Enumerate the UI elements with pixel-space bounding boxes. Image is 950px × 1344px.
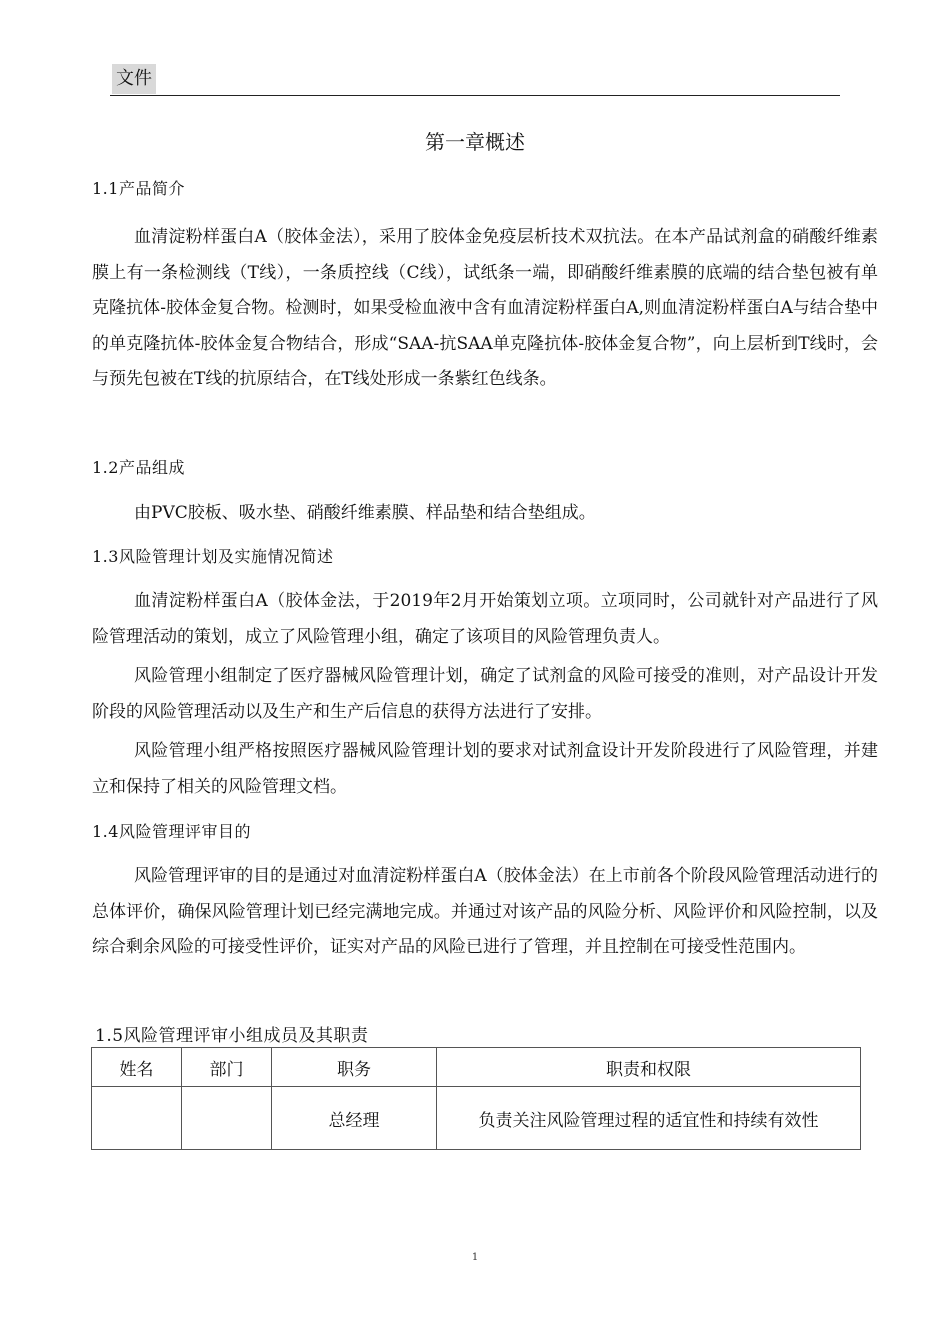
column-header-name: 姓名	[92, 1048, 182, 1087]
cell-department	[182, 1087, 272, 1150]
section-heading-1-5: 1.5风险管理评审小组成员及其职责	[95, 1026, 369, 1046]
cell-position: 总经理	[272, 1087, 437, 1150]
paragraph-plan-1: 血清淀粉样蛋白A（胶体金法，于2019年2月开始策划立项。立项同时，公司就针对产品进行了风险管理活动的策划，成立了风险管理小组，确定了该项目的风险管理负责人。	[92, 591, 878, 647]
column-header-department: 部门	[182, 1048, 272, 1087]
cell-responsibility: 负责关注风险管理过程的适宜性和持续有效性	[437, 1087, 861, 1150]
chapter-title: 第一章概述	[425, 130, 525, 154]
paragraph-plan-3: 风险管理小组严格按照医疗器械风险管理计划的要求对试剂盒设计开发阶段进行了风险管理，并建立和保持了相关的风险管理文档。	[92, 741, 878, 797]
paragraph-review-purpose: 风险管理评审的目的是通过对血清淀粉样蛋白A（胶体金法）在上市前各个阶段风险管理活动进行的总体评价，确保风险管理计划已经完满地完成。并通过对该产品的风险分析、风险评价和风险控制，以及综合剩余风险的可接受性评价，证实对产品的风险已进行了管理，并且控制在可接受性范围内。	[92, 866, 878, 957]
paragraph-product-intro: 血清淀粉样蛋白A（胶体金法），采用了胶体金免疫层析技术双抗法。在本产品试剂盒的硝酸纤维素膜上有一条检测线（T线），一条质控线（C线），试纸条一端，即硝酸纤维素膜的底端的结合垫包被有单克隆抗体-胶体金复合物。检测时，如果受检血液中含有血清淀粉样蛋白A,则血清淀粉样蛋白A与结合垫中的单克隆抗体-胶体金复合物结合，形成“SAA-抗SAA单克隆抗体-胶体金复合物”，向上层析到T线时，会与预先包被在T线的抗原结合，在T线处形成一条紫红色线条。	[92, 227, 878, 389]
paragraph-plan-2: 风险管理小组制定了医疗器械风险管理计划，确定了试剂盒的风险可接受的准则，对产品设计开发阶段的风险管理活动以及生产和生产后信息的获得方法进行了安排。	[92, 666, 878, 722]
column-header-responsibility: 职责和权限	[437, 1048, 861, 1087]
section-heading-1-3: 1.3风险管理计划及实施情况简述	[92, 547, 334, 566]
column-header-position: 职务	[272, 1048, 437, 1087]
table-row	[92, 1087, 861, 1150]
section-heading-1-4: 1.4风险管理评审目的	[92, 822, 251, 841]
section-heading-1-1: 1.1产品简介	[92, 179, 185, 198]
document-header-label: 文件	[112, 64, 156, 94]
table-header-row	[92, 1048, 861, 1087]
header-divider	[110, 95, 840, 96]
page-number: 1	[471, 1252, 479, 1263]
cell-name	[92, 1087, 182, 1150]
review-team-table	[91, 1047, 861, 1150]
paragraph-product-composition: 由PVC胶板、吸水垫、硝酸纤维素膜、样品垫和结合垫组成。	[134, 503, 596, 523]
section-heading-1-2: 1.2产品组成	[92, 458, 185, 477]
